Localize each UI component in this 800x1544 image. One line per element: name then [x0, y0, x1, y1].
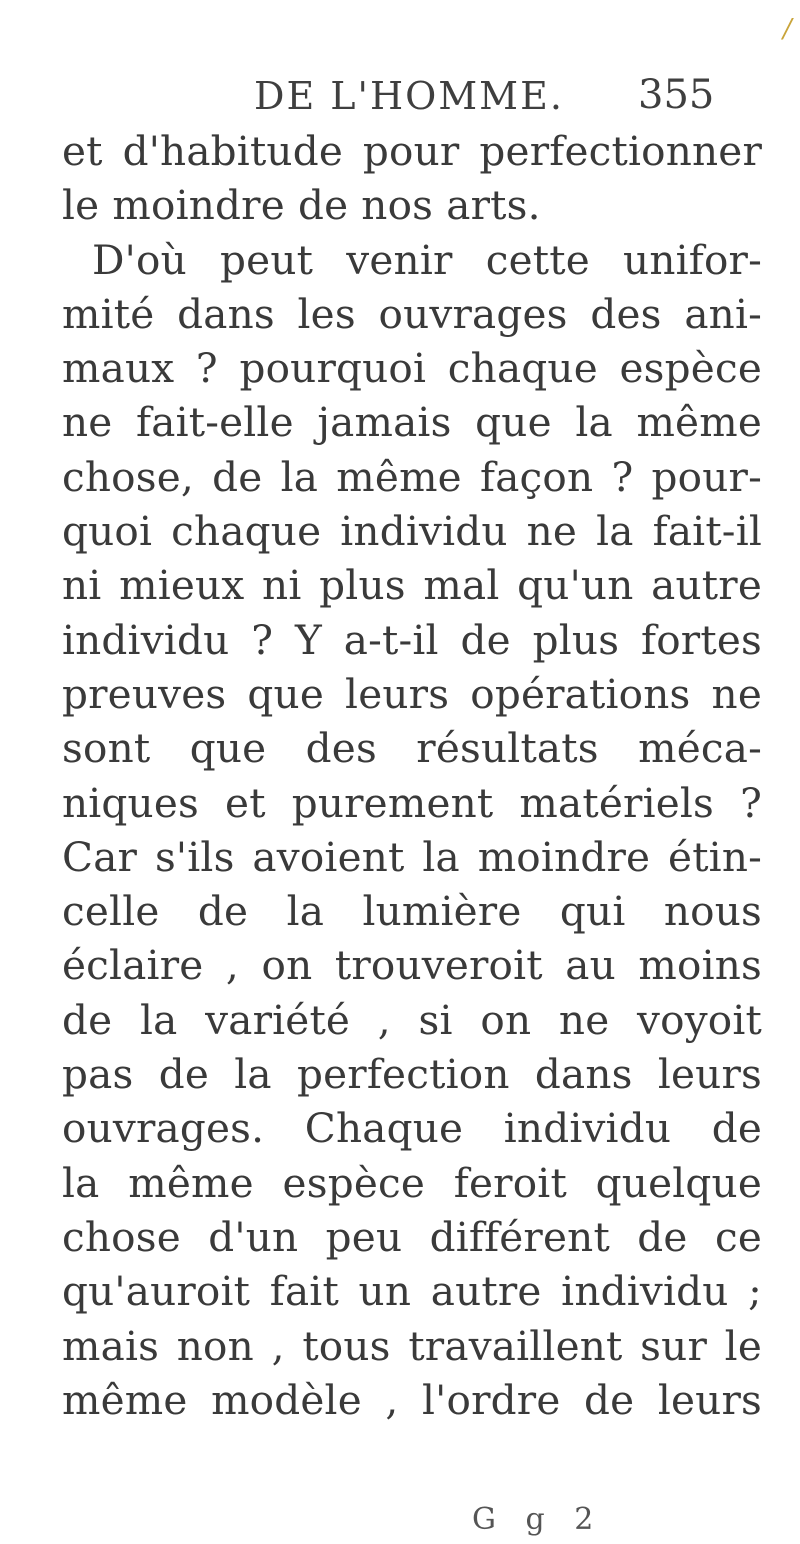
text-line: sont que des résultats méca-	[62, 724, 762, 773]
text-line: pas de la perfection dans leurs	[62, 1050, 762, 1099]
text-line: le moindre de nos arts.	[62, 181, 541, 230]
text-line: ouvrages. Chaque individu de	[62, 1104, 762, 1153]
text-line: chose d'un peu différent de ce	[62, 1212, 762, 1261]
page-number: 355	[638, 72, 715, 118]
text-line: D'où peut venir cette unifor-	[92, 235, 762, 284]
text-line: même modèle , l'ordre de leurs	[62, 1375, 762, 1424]
body-text	[62, 124, 762, 1427]
text-line: éclaire , on trouveroit au moins	[62, 941, 762, 990]
text-line: qu'auroit fait un autre individu ;	[62, 1267, 762, 1316]
text-line: mité dans les ouvrages des ani-	[62, 289, 762, 338]
text-line: quoi chaque individu ne la fait-il	[62, 507, 762, 556]
text-line: ne fait-elle jamais que la même	[62, 398, 762, 447]
text-line: preuves que leurs opérations ne	[62, 669, 762, 718]
text-line: individu ? Y a-t-il de plus fortes	[62, 615, 762, 664]
text-line: maux ? pourquoi chaque espèce	[62, 344, 762, 393]
text-line: mais non , tous travaillent sur le	[62, 1321, 762, 1370]
text-line: Car s'ils avoient la moindre étin-	[62, 832, 762, 881]
text-line: et d'habitude pour perfectionner	[62, 127, 762, 175]
text-line: la même espèce feroit quelque	[62, 1158, 762, 1207]
text-line: de la variété , si on ne voyoit	[62, 995, 762, 1044]
text-line: niques et purement matériels ?	[62, 778, 762, 827]
running-head: DE L'HOMME.	[254, 74, 564, 118]
signature-mark: G g 2	[472, 1502, 604, 1537]
text-line: celle de la lumière qui nous	[62, 887, 762, 936]
corner-mark: /	[783, 14, 792, 44]
text-line: ni mieux ni plus mal qu'un autre	[62, 561, 762, 610]
text-line: chose, de la même façon ? pour-	[62, 452, 762, 501]
